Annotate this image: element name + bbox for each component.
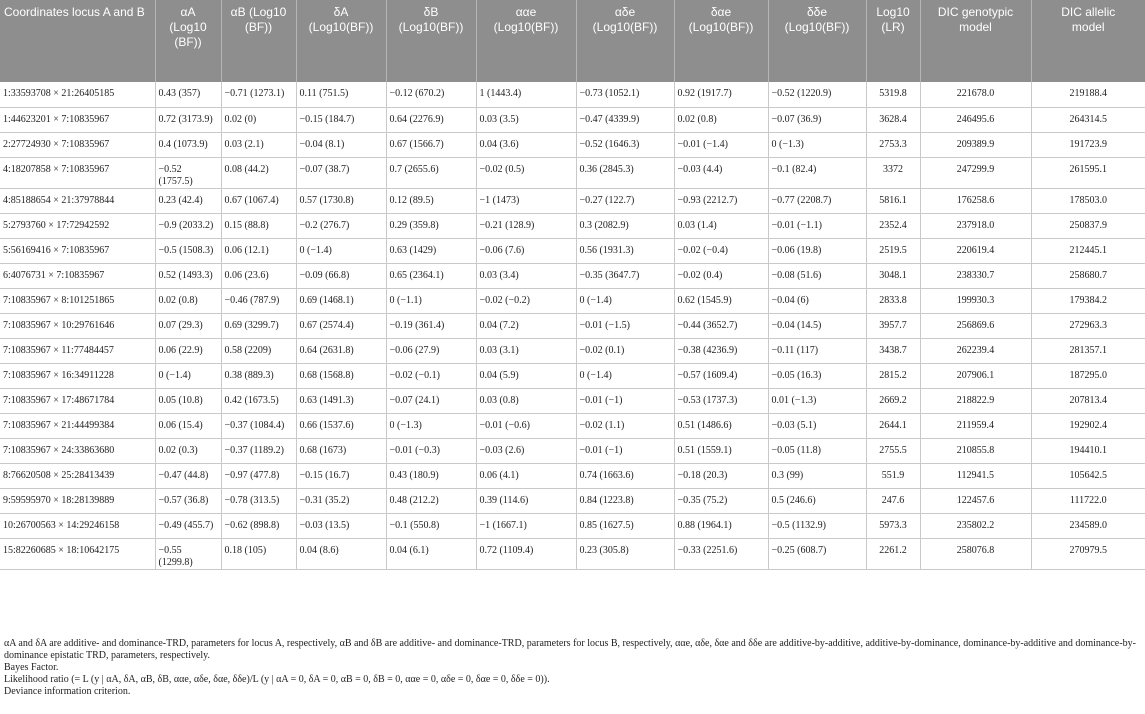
cell-dicg: 176258.6 xyxy=(920,188,1031,213)
cell-dB: −0.12 (670.2) xyxy=(386,82,476,107)
cell-ade: 0.56 (1931.3) xyxy=(576,238,674,263)
cell-ade: −0.47 (4339.9) xyxy=(576,107,674,132)
cell-dA: −0.04 (8.1) xyxy=(296,132,386,157)
cell-ade: −0.01 (−1.5) xyxy=(576,313,674,338)
col-alpha-delta-e: αδe (Log10(BF)) xyxy=(576,0,674,82)
cell-dicg: 210855.8 xyxy=(920,438,1031,463)
cell-c: 4:18207858 × 7:10835967 xyxy=(0,157,155,188)
cell-dB: 0.63 (1429) xyxy=(386,238,476,263)
cell-lr: 2644.1 xyxy=(866,413,920,438)
cell-dica: 234589.0 xyxy=(1031,513,1145,538)
cell-dicg: 122457.6 xyxy=(920,488,1031,513)
cell-dae: −0.38 (4236.9) xyxy=(674,338,768,363)
cell-dica: 264314.5 xyxy=(1031,107,1145,132)
cell-ade: −0.35 (3647.7) xyxy=(576,263,674,288)
cell-dB: 0.67 (1566.7) xyxy=(386,132,476,157)
cell-dica: 258680.7 xyxy=(1031,263,1145,288)
cell-dde: −0.04 (14.5) xyxy=(768,313,866,338)
col-log-lr: Log10 (LR) xyxy=(866,0,920,82)
cell-dA: 0.69 (1468.1) xyxy=(296,288,386,313)
cell-c: 7:10835967 × 16:34911228 xyxy=(0,363,155,388)
cell-dB: 0 (−1.1) xyxy=(386,288,476,313)
table-row xyxy=(0,238,1145,263)
cell-dae: −0.93 (2212.7) xyxy=(674,188,768,213)
cell-dicg: 237918.0 xyxy=(920,213,1031,238)
cell-ade: 0.36 (2845.3) xyxy=(576,157,674,188)
cell-dica: 194410.1 xyxy=(1031,438,1145,463)
cell-aA: −0.52 (1757.5) xyxy=(155,157,221,188)
cell-dA: 0.57 (1730.8) xyxy=(296,188,386,213)
cell-lr: 247.6 xyxy=(866,488,920,513)
cell-lr: 5973.3 xyxy=(866,513,920,538)
cell-dde: −0.77 (2208.7) xyxy=(768,188,866,213)
cell-dica: 187295.0 xyxy=(1031,363,1145,388)
col-delta-alpha-e: δαe (Log10(BF)) xyxy=(674,0,768,82)
cell-c: 1:33593708 × 21:26405185 xyxy=(0,82,155,107)
table-row xyxy=(0,463,1145,488)
cell-dA: −0.03 (13.5) xyxy=(296,513,386,538)
cell-aB: −0.71 (1273.1) xyxy=(221,82,296,107)
footnotes xyxy=(4,638,1140,698)
cell-dA: 0.63 (1491.3) xyxy=(296,388,386,413)
header-row xyxy=(0,0,1145,82)
cell-aA: 0 (−1.4) xyxy=(155,363,221,388)
cell-dB: 0.04 (6.1) xyxy=(386,538,476,569)
col-alpha-b: αB (Log10 (BF)) xyxy=(221,0,296,82)
cell-dA: −0.15 (184.7) xyxy=(296,107,386,132)
cell-aae: −0.01 (−0.6) xyxy=(476,413,576,438)
cell-dicg: 209389.9 xyxy=(920,132,1031,157)
cell-dae: 0.03 (1.4) xyxy=(674,213,768,238)
cell-dae: 0.51 (1559.1) xyxy=(674,438,768,463)
cell-dae: −0.01 (−1.4) xyxy=(674,132,768,157)
cell-aB: 0.67 (1067.4) xyxy=(221,188,296,213)
cell-dicg: 199930.3 xyxy=(920,288,1031,313)
cell-dae: −0.53 (1737.3) xyxy=(674,388,768,413)
cell-c: 7:10835967 × 21:44499384 xyxy=(0,413,155,438)
cell-aB: 0.08 (44.2) xyxy=(221,157,296,188)
col-delta-delta-e: δδe (Log10(BF)) xyxy=(768,0,866,82)
cell-dicg: 238330.7 xyxy=(920,263,1031,288)
cell-aae: 0.03 (3.1) xyxy=(476,338,576,363)
cell-aB: −0.37 (1189.2) xyxy=(221,438,296,463)
cell-dicg: 211959.4 xyxy=(920,413,1031,438)
cell-dde: −0.05 (11.8) xyxy=(768,438,866,463)
cell-dicg: 112941.5 xyxy=(920,463,1031,488)
cell-dica: 105642.5 xyxy=(1031,463,1145,488)
cell-lr: 2753.3 xyxy=(866,132,920,157)
cell-ade: 0.23 (305.8) xyxy=(576,538,674,569)
cell-dde: −0.08 (51.6) xyxy=(768,263,866,288)
cell-aB: 0.03 (2.1) xyxy=(221,132,296,157)
cell-dica: 191723.9 xyxy=(1031,132,1145,157)
cell-dicg: 256869.6 xyxy=(920,313,1031,338)
cell-aA: −0.5 (1508.3) xyxy=(155,238,221,263)
cell-aB: −0.37 (1084.4) xyxy=(221,413,296,438)
col-alpha-alpha-e: ααe (Log10(BF)) xyxy=(476,0,576,82)
cell-aae: −0.02 (−0.2) xyxy=(476,288,576,313)
cell-dae: −0.57 (1609.4) xyxy=(674,363,768,388)
cell-aA: −0.55 (1299.8) xyxy=(155,538,221,569)
cell-dica: 212445.1 xyxy=(1031,238,1145,263)
cell-dae: 0.02 (0.8) xyxy=(674,107,768,132)
cell-dB: 0.48 (212.2) xyxy=(386,488,476,513)
cell-dicg: 247299.9 xyxy=(920,157,1031,188)
table-row xyxy=(0,363,1145,388)
cell-dde: −0.1 (82.4) xyxy=(768,157,866,188)
cell-dicg: 218822.9 xyxy=(920,388,1031,413)
cell-dae: −0.35 (75.2) xyxy=(674,488,768,513)
cell-dB: 0 (−1.3) xyxy=(386,413,476,438)
cell-dA: 0.68 (1673) xyxy=(296,438,386,463)
table-row xyxy=(0,107,1145,132)
cell-aae: 0.04 (7.2) xyxy=(476,313,576,338)
cell-aae: 0.04 (3.6) xyxy=(476,132,576,157)
cell-lr: 2755.5 xyxy=(866,438,920,463)
cell-dde: 0.01 (−1.3) xyxy=(768,388,866,413)
cell-dica: 250837.9 xyxy=(1031,213,1145,238)
footnote-c: Likelihood ratio (= L (y | αA, δA, αB, δB, ααe, αδe, δαe, δδe)/L (y | αA = 0, δA = 0, αB = 0, δB = 0, ααe = 0, αδe = 0, δαe = 0, δδe = 0)). xyxy=(4,674,550,685)
cell-dA: 0 (−1.4) xyxy=(296,238,386,263)
cell-aA: −0.57 (36.8) xyxy=(155,488,221,513)
cell-dB: −0.1 (550.8) xyxy=(386,513,476,538)
table-row xyxy=(0,413,1145,438)
cell-lr: 2261.2 xyxy=(866,538,920,569)
cell-aB: 0.38 (889.3) xyxy=(221,363,296,388)
cell-aA: 0.23 (42.4) xyxy=(155,188,221,213)
cell-aB: 0.69 (3299.7) xyxy=(221,313,296,338)
cell-lr: 3372 xyxy=(866,157,920,188)
cell-dA: 0.64 (2631.8) xyxy=(296,338,386,363)
cell-ade: −0.02 (0.1) xyxy=(576,338,674,363)
cell-dae: 0.88 (1964.1) xyxy=(674,513,768,538)
cell-dA: −0.2 (276.7) xyxy=(296,213,386,238)
cell-ade: −0.01 (−1) xyxy=(576,388,674,413)
cell-dde: 0 (−1.3) xyxy=(768,132,866,157)
cell-dica: 111722.0 xyxy=(1031,488,1145,513)
cell-aA: −0.9 (2033.2) xyxy=(155,213,221,238)
cell-aae: 0.72 (1109.4) xyxy=(476,538,576,569)
table-body xyxy=(0,82,1145,569)
cell-dde: −0.04 (6) xyxy=(768,288,866,313)
cell-dA: 0.11 (751.5) xyxy=(296,82,386,107)
cell-dicg: 207906.1 xyxy=(920,363,1031,388)
cell-dae: −0.02 (−0.4) xyxy=(674,238,768,263)
cell-dB: −0.01 (−0.3) xyxy=(386,438,476,463)
cell-c: 7:10835967 × 17:48671784 xyxy=(0,388,155,413)
cell-aB: 0.58 (2209) xyxy=(221,338,296,363)
cell-aB: 0.42 (1673.5) xyxy=(221,388,296,413)
cell-aA: 0.72 (3173.9) xyxy=(155,107,221,132)
cell-aae: 0.39 (114.6) xyxy=(476,488,576,513)
cell-ade: 0 (−1.4) xyxy=(576,288,674,313)
cell-dB: −0.02 (−0.1) xyxy=(386,363,476,388)
cell-aA: 0.06 (22.9) xyxy=(155,338,221,363)
cell-aA: 0.4 (1073.9) xyxy=(155,132,221,157)
table-row xyxy=(0,513,1145,538)
table-row xyxy=(0,438,1145,463)
cell-ade: −0.52 (1646.3) xyxy=(576,132,674,157)
cell-ade: −0.73 (1052.1) xyxy=(576,82,674,107)
cell-dB: 0.12 (89.5) xyxy=(386,188,476,213)
cell-c: 10:26700563 × 14:29246158 xyxy=(0,513,155,538)
cell-dicg: 221678.0 xyxy=(920,82,1031,107)
cell-lr: 2352.4 xyxy=(866,213,920,238)
table-row xyxy=(0,488,1145,513)
cell-c: 5:56169416 × 7:10835967 xyxy=(0,238,155,263)
cell-dB: −0.19 (361.4) xyxy=(386,313,476,338)
col-dic-genotypic: DIC genotypic model xyxy=(920,0,1031,82)
cell-dA: −0.09 (66.8) xyxy=(296,263,386,288)
col-delta-b: δB (Log10(BF)) xyxy=(386,0,476,82)
cell-aae: −0.06 (7.6) xyxy=(476,238,576,263)
table-row xyxy=(0,338,1145,363)
cell-ade: −0.27 (122.7) xyxy=(576,188,674,213)
cell-c: 6:4076731 × 7:10835967 xyxy=(0,263,155,288)
col-coordinates: Coordinates locus A and B xyxy=(0,0,155,82)
cell-dde: −0.25 (608.7) xyxy=(768,538,866,569)
cell-dae: −0.44 (3652.7) xyxy=(674,313,768,338)
table-row xyxy=(0,288,1145,313)
cell-aB: 0.02 (0) xyxy=(221,107,296,132)
cell-lr: 2669.2 xyxy=(866,388,920,413)
cell-aA: 0.43 (357) xyxy=(155,82,221,107)
cell-aB: −0.97 (477.8) xyxy=(221,463,296,488)
cell-c: 7:10835967 × 24:33863680 xyxy=(0,438,155,463)
cell-aae: −0.03 (2.6) xyxy=(476,438,576,463)
cell-dde: −0.06 (19.8) xyxy=(768,238,866,263)
cell-ade: −0.02 (1.1) xyxy=(576,413,674,438)
cell-c: 5:2793760 × 17:72942592 xyxy=(0,213,155,238)
cell-aA: −0.49 (455.7) xyxy=(155,513,221,538)
cell-dB: 0.43 (180.9) xyxy=(386,463,476,488)
cell-dicg: 220619.4 xyxy=(920,238,1031,263)
cell-lr: 3048.1 xyxy=(866,263,920,288)
cell-aA: −0.47 (44.8) xyxy=(155,463,221,488)
table-row xyxy=(0,82,1145,107)
cell-dicg: 246495.6 xyxy=(920,107,1031,132)
cell-dB: 0.29 (359.8) xyxy=(386,213,476,238)
cell-aae: −0.21 (128.9) xyxy=(476,213,576,238)
cell-c: 4:85188654 × 21:37978844 xyxy=(0,188,155,213)
cell-aB: −0.46 (787.9) xyxy=(221,288,296,313)
cell-aae: −1 (1667.1) xyxy=(476,513,576,538)
cell-c: 7:10835967 × 11:77484457 xyxy=(0,338,155,363)
cell-aB: 0.15 (88.8) xyxy=(221,213,296,238)
cell-dA: −0.07 (38.7) xyxy=(296,157,386,188)
cell-dica: 272963.3 xyxy=(1031,313,1145,338)
cell-lr: 3438.7 xyxy=(866,338,920,363)
table-row xyxy=(0,157,1145,188)
cell-dA: 0.66 (1537.6) xyxy=(296,413,386,438)
col-alpha-a: αA (Log10 (BF)) xyxy=(155,0,221,82)
cell-dae: −0.18 (20.3) xyxy=(674,463,768,488)
cell-dB: 0.64 (2276.9) xyxy=(386,107,476,132)
footnote-a: αA and δA are additive- and dominance-TRD, parameters for locus A, respectively, αB and δB are additive- and dominance-TRD, parameters for locus B, respectively, ααe, αδe, δαe and δδe are additive-by-additive, additive-by-dominance, dominance-by-additive and dominance-by-dominance epistatic TRD, parameters, respectively. xyxy=(4,638,1136,661)
cell-dde: −0.01 (−1.1) xyxy=(768,213,866,238)
cell-aA: 0.07 (29.3) xyxy=(155,313,221,338)
cell-c: 15:82260685 × 18:10642175 xyxy=(0,538,155,569)
cell-ade: −0.01 (−1) xyxy=(576,438,674,463)
cell-lr: 2815.2 xyxy=(866,363,920,388)
cell-dB: 0.7 (2655.6) xyxy=(386,157,476,188)
cell-dae: 0.62 (1545.9) xyxy=(674,288,768,313)
cell-dicg: 235802.2 xyxy=(920,513,1031,538)
cell-aA: 0.02 (0.8) xyxy=(155,288,221,313)
footnote-b: Bayes Factor. xyxy=(4,662,59,673)
cell-dB: 0.65 (2364.1) xyxy=(386,263,476,288)
col-dic-allelic: DIC allelic model xyxy=(1031,0,1145,82)
cell-dae: −0.03 (4.4) xyxy=(674,157,768,188)
cell-aae: 0.04 (5.9) xyxy=(476,363,576,388)
cell-aae: 0.06 (4.1) xyxy=(476,463,576,488)
cell-dica: 207813.4 xyxy=(1031,388,1145,413)
cell-dicg: 258076.8 xyxy=(920,538,1031,569)
cell-aae: 0.03 (3.5) xyxy=(476,107,576,132)
cell-dA: 0.68 (1568.8) xyxy=(296,363,386,388)
cell-dA: 0.67 (2574.4) xyxy=(296,313,386,338)
table-row xyxy=(0,188,1145,213)
cell-lr: 551.9 xyxy=(866,463,920,488)
cell-lr: 5816.1 xyxy=(866,188,920,213)
cell-aA: 0.02 (0.3) xyxy=(155,438,221,463)
cell-dB: −0.06 (27.9) xyxy=(386,338,476,363)
cell-dae: −0.33 (2251.6) xyxy=(674,538,768,569)
cell-c: 7:10835967 × 8:101251865 xyxy=(0,288,155,313)
table-row xyxy=(0,538,1145,569)
cell-dA: −0.31 (35.2) xyxy=(296,488,386,513)
table-row xyxy=(0,313,1145,338)
cell-ade: 0.74 (1663.6) xyxy=(576,463,674,488)
cell-aae: −1 (1473) xyxy=(476,188,576,213)
cell-aae: 1 (1443.4) xyxy=(476,82,576,107)
cell-dica: 219188.4 xyxy=(1031,82,1145,107)
table-row xyxy=(0,388,1145,413)
cell-dde: 0.3 (99) xyxy=(768,463,866,488)
cell-aA: 0.06 (15.4) xyxy=(155,413,221,438)
cell-dica: 281357.1 xyxy=(1031,338,1145,363)
cell-dica: 178503.0 xyxy=(1031,188,1145,213)
cell-c: 7:10835967 × 10:29761646 xyxy=(0,313,155,338)
cell-dica: 261595.1 xyxy=(1031,157,1145,188)
cell-dB: −0.07 (24.1) xyxy=(386,388,476,413)
cell-c: 2:27724930 × 7:10835967 xyxy=(0,132,155,157)
cell-c: 9:59595970 × 18:28139889 xyxy=(0,488,155,513)
cell-aB: −0.62 (898.8) xyxy=(221,513,296,538)
cell-aA: 0.52 (1493.3) xyxy=(155,263,221,288)
footnote-d: Deviance information criterion. xyxy=(4,686,131,697)
cell-ade: 0.3 (2082.9) xyxy=(576,213,674,238)
cell-ade: 0.84 (1223.8) xyxy=(576,488,674,513)
cell-aB: 0.18 (105) xyxy=(221,538,296,569)
col-delta-a: δA (Log10(BF)) xyxy=(296,0,386,82)
cell-aB: 0.06 (12.1) xyxy=(221,238,296,263)
cell-dde: −0.07 (36.9) xyxy=(768,107,866,132)
table-row xyxy=(0,263,1145,288)
cell-ade: 0 (−1.4) xyxy=(576,363,674,388)
cell-aae: 0.03 (0.8) xyxy=(476,388,576,413)
cell-dica: 270979.5 xyxy=(1031,538,1145,569)
cell-aB: −0.78 (313.5) xyxy=(221,488,296,513)
cell-ade: 0.85 (1627.5) xyxy=(576,513,674,538)
cell-dde: −0.03 (5.1) xyxy=(768,413,866,438)
cell-dica: 192902.4 xyxy=(1031,413,1145,438)
cell-dde: 0.5 (246.6) xyxy=(768,488,866,513)
cell-dA: 0.04 (8.6) xyxy=(296,538,386,569)
cell-dde: −0.05 (16.3) xyxy=(768,363,866,388)
cell-dae: −0.02 (0.4) xyxy=(674,263,768,288)
table-row xyxy=(0,213,1145,238)
cell-dae: 0.92 (1917.7) xyxy=(674,82,768,107)
cell-lr: 3957.7 xyxy=(866,313,920,338)
cell-lr: 5319.8 xyxy=(866,82,920,107)
cell-dA: −0.15 (16.7) xyxy=(296,463,386,488)
table-row xyxy=(0,132,1145,157)
cell-dde: −0.11 (117) xyxy=(768,338,866,363)
cell-dae: 0.51 (1486.6) xyxy=(674,413,768,438)
cell-lr: 3628.4 xyxy=(866,107,920,132)
cell-c: 1:44623201 × 7:10835967 xyxy=(0,107,155,132)
cell-aae: 0.03 (3.4) xyxy=(476,263,576,288)
cell-dica: 179384.2 xyxy=(1031,288,1145,313)
cell-lr: 2833.8 xyxy=(866,288,920,313)
cell-aB: 0.06 (23.6) xyxy=(221,263,296,288)
cell-dicg: 262239.4 xyxy=(920,338,1031,363)
cell-c: 8:76620508 × 25:28413439 xyxy=(0,463,155,488)
cell-dde: −0.5 (1132.9) xyxy=(768,513,866,538)
cell-aA: 0.05 (10.8) xyxy=(155,388,221,413)
cell-aae: −0.02 (0.5) xyxy=(476,157,576,188)
cell-dde: −0.52 (1220.9) xyxy=(768,82,866,107)
cell-lr: 2519.5 xyxy=(866,238,920,263)
